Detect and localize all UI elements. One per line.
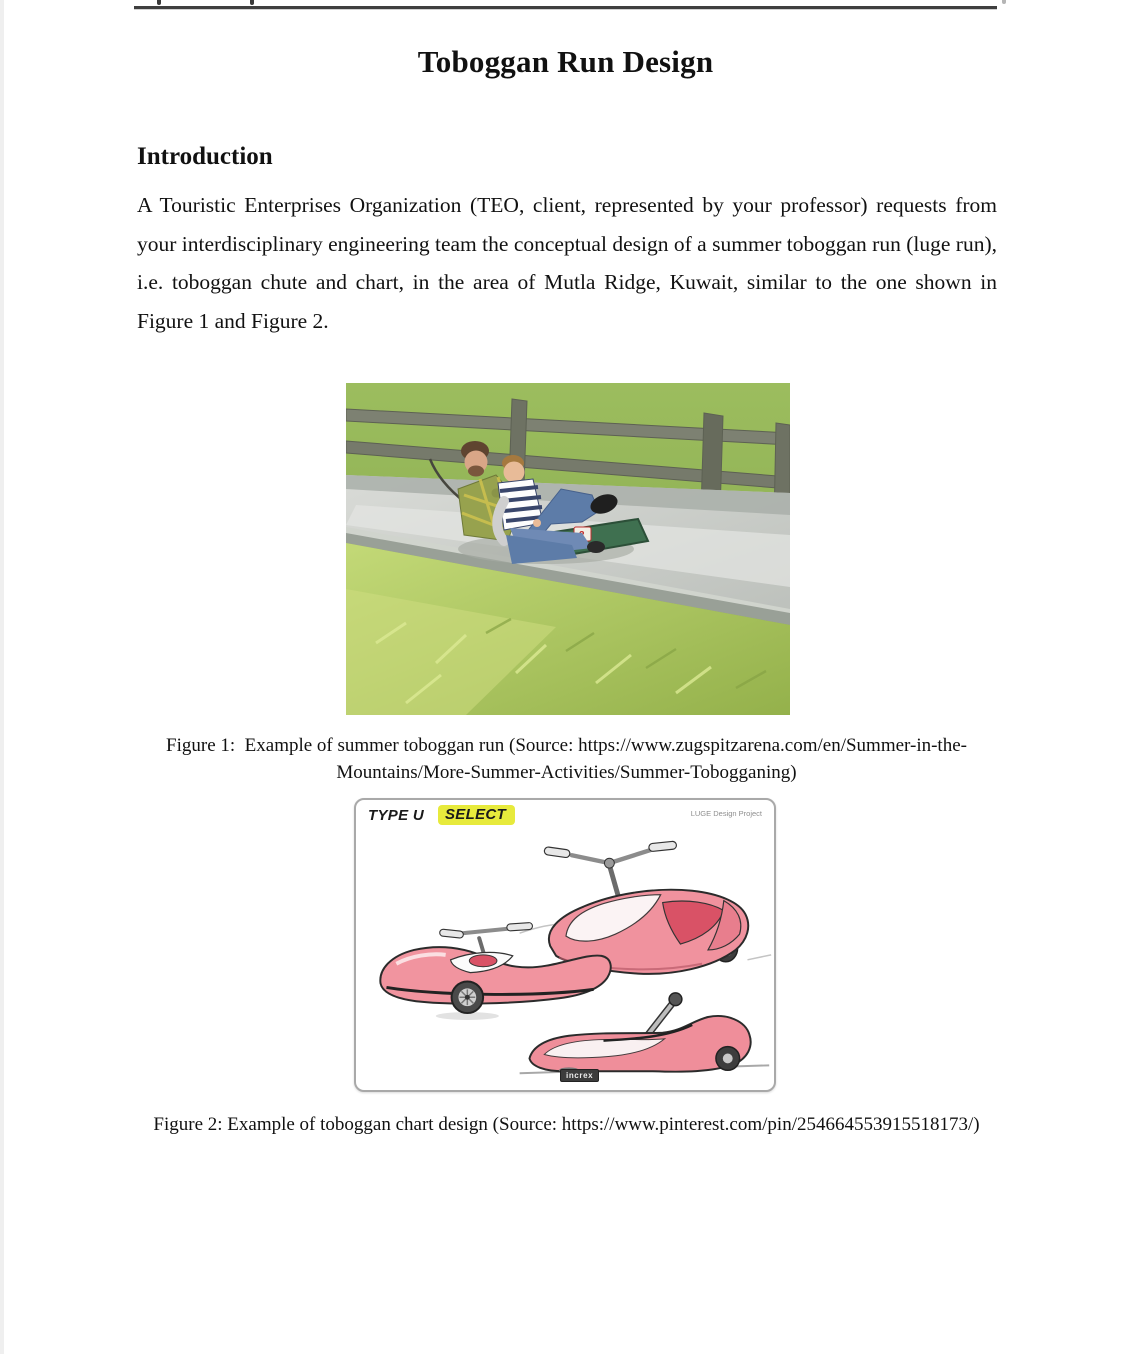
child-hand (533, 519, 541, 527)
increx-logo-badge: increx (560, 1069, 599, 1082)
figure-1-photo (346, 383, 790, 715)
header-text-descender (157, 0, 161, 5)
toboggan-photo-scene (346, 383, 790, 715)
black-shoe-2 (587, 541, 605, 553)
figure-2-caption (134, 1111, 999, 1138)
type-u-label: TYPE U (368, 807, 424, 824)
cart-bottom-profile (529, 993, 750, 1073)
header-rule (134, 6, 997, 9)
figure-1-caption (134, 732, 999, 786)
header-text-descender (250, 0, 254, 5)
figure-2-sketch-sheet (354, 798, 776, 1092)
intro-paragraph: A Touristic Enterprises Organization (TEO, client, represented by your professor) requests from your interdisciplinary engineering team the conceptual design of a summer toboggan run (luge run), i.e. toboggan chute and chart, in the area of Mutla Ridge, Kuwait, similar to the one shown in Figure 1 and Figure 2. (137, 193, 997, 333)
cart-top-right (544, 841, 748, 974)
figure-1-caption-line-2: Mountains/More-Summer-Activities/Summer-Tobogganing) (336, 762, 797, 783)
select-highlight-label: SELECT (438, 805, 515, 825)
figure-1-caption-line-1: Figure 1: Example of summer toboggan run (Source: https://www.zugspitzarena.com/en/Summer-in-the- (166, 735, 967, 756)
figure-2-caption-line: Figure 2: Example of toboggan chart design (Source: https://www.pinterest.com/pin/254664553915518173/) (153, 1114, 980, 1135)
luge-cart-sketches (356, 800, 774, 1090)
page-title: Toboggan Run Design (417, 44, 714, 79)
child-face (504, 462, 525, 483)
header-pagenumber-descender (1002, 0, 1006, 4)
luge-design-project-label: LUGE Design Project (690, 809, 762, 818)
man-beard (468, 466, 484, 477)
section-heading-introduction: Introduction (137, 143, 273, 170)
